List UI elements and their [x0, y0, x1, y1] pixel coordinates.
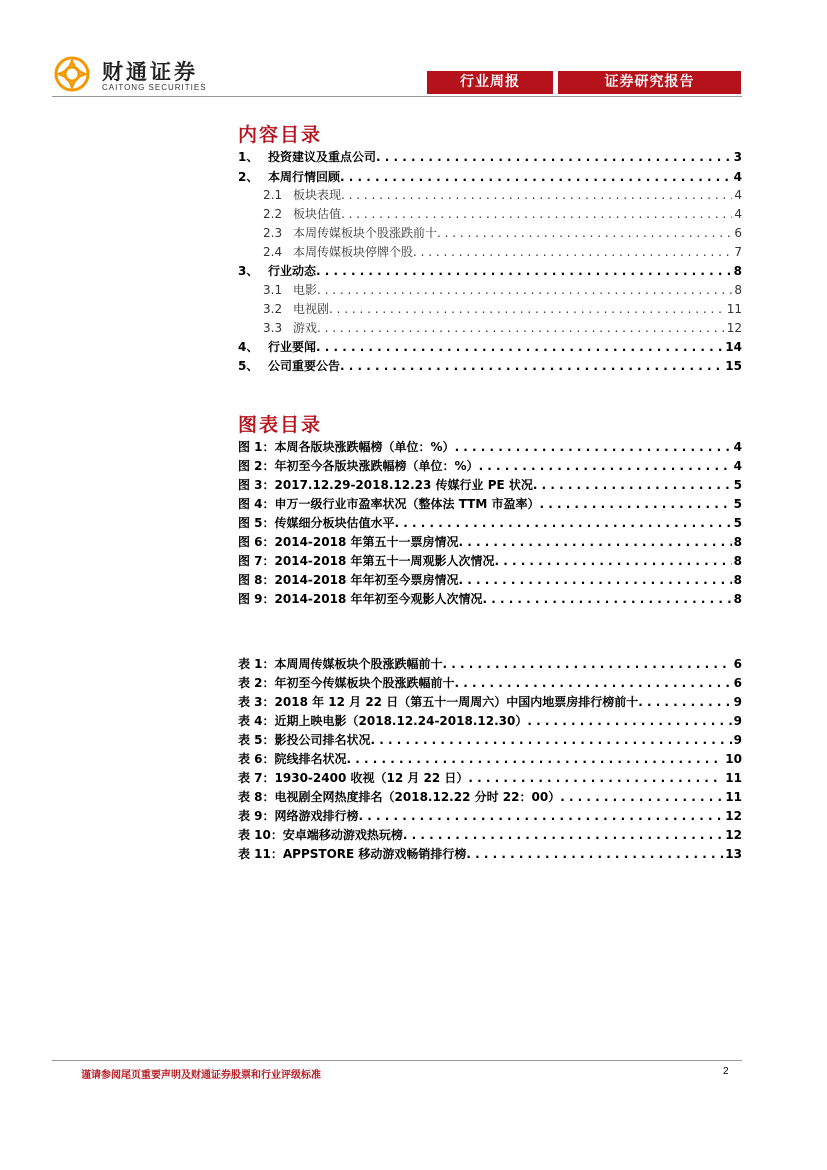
figure-entry[interactable] — [238, 476, 742, 494]
dot-leader — [341, 188, 732, 202]
table-entry-text: 表 11：APPSTORE 移动游戏畅销排行榜 — [238, 847, 467, 861]
dot-leader — [482, 592, 731, 606]
toc-entry-number: 1、 — [238, 150, 259, 164]
figure-entry[interactable] — [238, 514, 742, 532]
toc-entry-number: 4、 — [238, 340, 259, 354]
figure-entry[interactable] — [238, 533, 742, 551]
toc-entry-number: 2.1 — [263, 188, 283, 202]
toc-entry-text: 游戏 — [293, 321, 318, 335]
figure-list-title: 图表目录 — [238, 414, 323, 436]
toc-entry-text: 电影 — [293, 283, 318, 297]
dot-leader — [443, 657, 732, 671]
toc-subentry[interactable] — [263, 186, 742, 204]
dot-leader — [527, 714, 731, 728]
figure-entry-page: 5 — [733, 497, 742, 511]
table-entry-page: 11 — [725, 790, 742, 804]
table-entry-text: 表 4：近期上映电影（2018.12.24-2018.12.30） — [238, 714, 528, 728]
toc-entry[interactable] — [238, 338, 742, 356]
logo-english-name: CAITONG SECURITIES — [102, 83, 207, 92]
dot-leader — [455, 440, 732, 454]
toc-entry-page: 11 — [726, 302, 742, 316]
caitong-logo-icon — [52, 54, 92, 94]
dot-leader — [317, 321, 725, 335]
toc-entry-number: 2、 — [238, 170, 259, 184]
toc-subentry[interactable] — [263, 224, 742, 242]
dot-leader — [316, 264, 732, 278]
toc-subentry[interactable] — [263, 205, 742, 223]
dot-leader — [340, 359, 723, 373]
dot-leader — [359, 809, 724, 823]
figure-entry[interactable] — [238, 438, 742, 456]
toc-entry[interactable] — [238, 168, 742, 186]
toc-subentry[interactable] — [263, 300, 742, 318]
toc-entry[interactable] — [238, 357, 742, 375]
toc-entry-text: 电视剧 — [293, 302, 330, 316]
table-entry[interactable] — [238, 750, 742, 768]
table-entry-page: 12 — [725, 809, 742, 823]
figure-entry[interactable] — [238, 571, 742, 589]
toc-entry-number: 3、 — [238, 264, 259, 278]
table-entry-text: 表 2：年初至今传媒板块个股涨跌幅前十 — [238, 676, 455, 690]
table-entry-text: 表 9：网络游戏排行榜 — [238, 809, 359, 823]
dot-leader — [468, 771, 723, 785]
dot-leader — [560, 790, 723, 804]
dot-leader — [638, 695, 731, 709]
toc-entry-page: 6 — [734, 226, 742, 240]
dot-leader — [458, 573, 731, 587]
toc-entry-text: 板块表现 — [293, 188, 342, 202]
dot-leader — [329, 302, 725, 316]
dot-leader — [317, 283, 732, 297]
toc-entry-text: 本周行情回顾 — [268, 170, 341, 184]
table-entry-text: 表 5：影投公司排名状况 — [238, 733, 371, 747]
table-entry-text: 表 6：院线排名状况 — [238, 752, 347, 766]
dot-leader — [437, 226, 732, 240]
logo-chinese-name: 财通证券 — [102, 60, 198, 84]
dot-leader — [413, 245, 732, 259]
toc-entry-text: 本周传媒板块停牌个股 — [293, 245, 414, 259]
table-entry[interactable] — [238, 788, 742, 806]
tag-research-report: 证券研究报告 — [558, 71, 741, 94]
figure-entry-text: 图 3：2017.12.29-2018.12.23 传媒行业 PE 状况 — [238, 478, 533, 492]
toc-entry-text: 本周传媒板块个股涨跌前十 — [293, 226, 438, 240]
table-entry-text: 表 1：本周周传媒板块个股涨跌幅前十 — [238, 657, 443, 671]
toc-entry-number: 3.2 — [263, 302, 283, 316]
dot-leader — [539, 497, 731, 511]
toc-title: 内容目录 — [238, 124, 323, 146]
dot-leader — [340, 170, 732, 184]
figure-entry-text: 图 1：本周各版块涨跌幅榜（单位：%） — [238, 440, 455, 454]
dot-leader — [479, 459, 732, 473]
figure-entry[interactable] — [238, 552, 742, 570]
toc-entry-number: 3.1 — [263, 283, 283, 297]
dot-leader — [458, 535, 731, 549]
figure-entry-page: 4 — [733, 459, 742, 473]
table-entry-page: 9 — [733, 714, 742, 728]
figure-entry[interactable] — [238, 457, 742, 475]
table-entry[interactable] — [238, 826, 742, 844]
table-entry-page: 9 — [733, 695, 742, 709]
table-entry-page: 13 — [725, 847, 742, 861]
toc-entry-number: 2.2 — [263, 207, 283, 221]
figure-entry-page: 5 — [733, 478, 742, 492]
table-entry-page: 6 — [733, 657, 742, 671]
figure-entry-page: 4 — [733, 440, 742, 454]
table-entry[interactable] — [238, 655, 742, 673]
toc-entry-text: 投资建议及重点公司 — [268, 150, 377, 164]
dot-leader — [316, 340, 723, 354]
toc-subentry[interactable] — [263, 243, 742, 261]
toc-entry-text: 板块估值 — [293, 207, 342, 221]
toc-entry-text: 行业要闻 — [268, 340, 317, 354]
figure-entry-text: 图 5：传媒细分板块估值水平 — [238, 516, 395, 530]
toc-entry-number: 2.3 — [263, 226, 283, 240]
dot-leader — [466, 847, 723, 861]
table-entry[interactable] — [238, 693, 742, 711]
toc-entry-page: 8 — [734, 283, 742, 297]
toc-entry-number: 2.4 — [263, 245, 283, 259]
toc-entry-page: 4 — [734, 188, 742, 202]
toc-subentry[interactable] — [263, 319, 742, 337]
toc-entry-page: 4 — [733, 170, 742, 184]
toc-entry-page: 14 — [725, 340, 742, 354]
toc-subentry[interactable] — [263, 281, 742, 299]
dot-leader — [494, 554, 731, 568]
dot-leader — [347, 752, 724, 766]
toc-entry[interactable] — [238, 148, 742, 166]
dot-leader — [341, 207, 732, 221]
figure-entry-text: 图 7：2014-2018 年第五十一周观影人次情况 — [238, 554, 495, 568]
toc-entry-page: 7 — [734, 245, 742, 259]
dot-leader — [533, 478, 732, 492]
footer-divider — [52, 1060, 742, 1061]
table-entry-page: 6 — [733, 676, 742, 690]
table-entry-page: 10 — [725, 752, 742, 766]
table-entry[interactable] — [238, 712, 742, 730]
figure-entry-page: 8 — [733, 592, 742, 606]
figure-entry-text: 图 4：申万一级行业市盈率状况（整体法 TTM 市盈率） — [238, 497, 540, 511]
table-entry[interactable] — [238, 807, 742, 825]
tag-industry-weekly: 行业周报 — [427, 71, 553, 94]
header-divider — [52, 96, 742, 97]
figure-entry-text: 图 9：2014-2018 年年初至今观影人次情况 — [238, 592, 483, 606]
figure-entry-page: 5 — [733, 516, 742, 530]
table-entry[interactable] — [238, 769, 742, 787]
toc-entry-number: 5、 — [238, 359, 259, 373]
toc-entry-text: 行业动态 — [268, 264, 317, 278]
toc-entry-number: 3.3 — [263, 321, 283, 335]
dot-leader — [455, 676, 732, 690]
figure-entry-page: 8 — [733, 535, 742, 549]
toc-entry-page: 15 — [725, 359, 742, 373]
company-logo — [52, 54, 242, 94]
dot-leader — [376, 150, 732, 164]
page-number: 2 — [723, 1066, 729, 1077]
table-entry-page: 11 — [725, 771, 742, 785]
toc-entry-text: 公司重要公告 — [268, 359, 341, 373]
table-entry-text: 表 8：电视剧全网热度排名（2018.12.22 分时 22：00） — [238, 790, 561, 804]
figure-entry-text: 图 6：2014-2018 年第五十一票房情况 — [238, 535, 459, 549]
figure-entry[interactable] — [238, 590, 742, 608]
toc-entry-page: 12 — [726, 321, 742, 335]
toc-entry-page: 8 — [733, 264, 742, 278]
table-entry-text: 表 3：2018 年 12 月 22 日（第五十一周周六）中国内地票房排行榜前十 — [238, 695, 639, 709]
figure-entry[interactable] — [238, 495, 742, 513]
figure-entry-page: 8 — [733, 573, 742, 587]
table-entry-text: 表 10：安卓端移动游戏热玩榜 — [238, 828, 403, 842]
table-entry-text: 表 7：1930-2400 收视（12 月 22 日） — [238, 771, 469, 785]
dot-leader — [403, 828, 723, 842]
toc-entry[interactable] — [238, 262, 742, 280]
table-entry[interactable] — [238, 674, 742, 692]
toc-entry-page: 3 — [733, 150, 742, 164]
table-entry-page: 9 — [733, 733, 742, 747]
dot-leader — [395, 516, 732, 530]
toc-entry-page: 4 — [734, 207, 742, 221]
figure-entry-page: 8 — [733, 554, 742, 568]
table-entry[interactable] — [238, 731, 742, 749]
footer-disclaimer: 谨请参阅尾页重要声明及财通证券股票和行业评级标准 — [81, 1070, 321, 1081]
figure-entry-text: 图 2：年初至今各版块涨跌幅榜（单位：%） — [238, 459, 479, 473]
table-entry-page: 12 — [725, 828, 742, 842]
dot-leader — [371, 733, 732, 747]
table-entry[interactable] — [238, 845, 742, 863]
figure-entry-text: 图 8：2014-2018 年年初至今票房情况 — [238, 573, 459, 587]
